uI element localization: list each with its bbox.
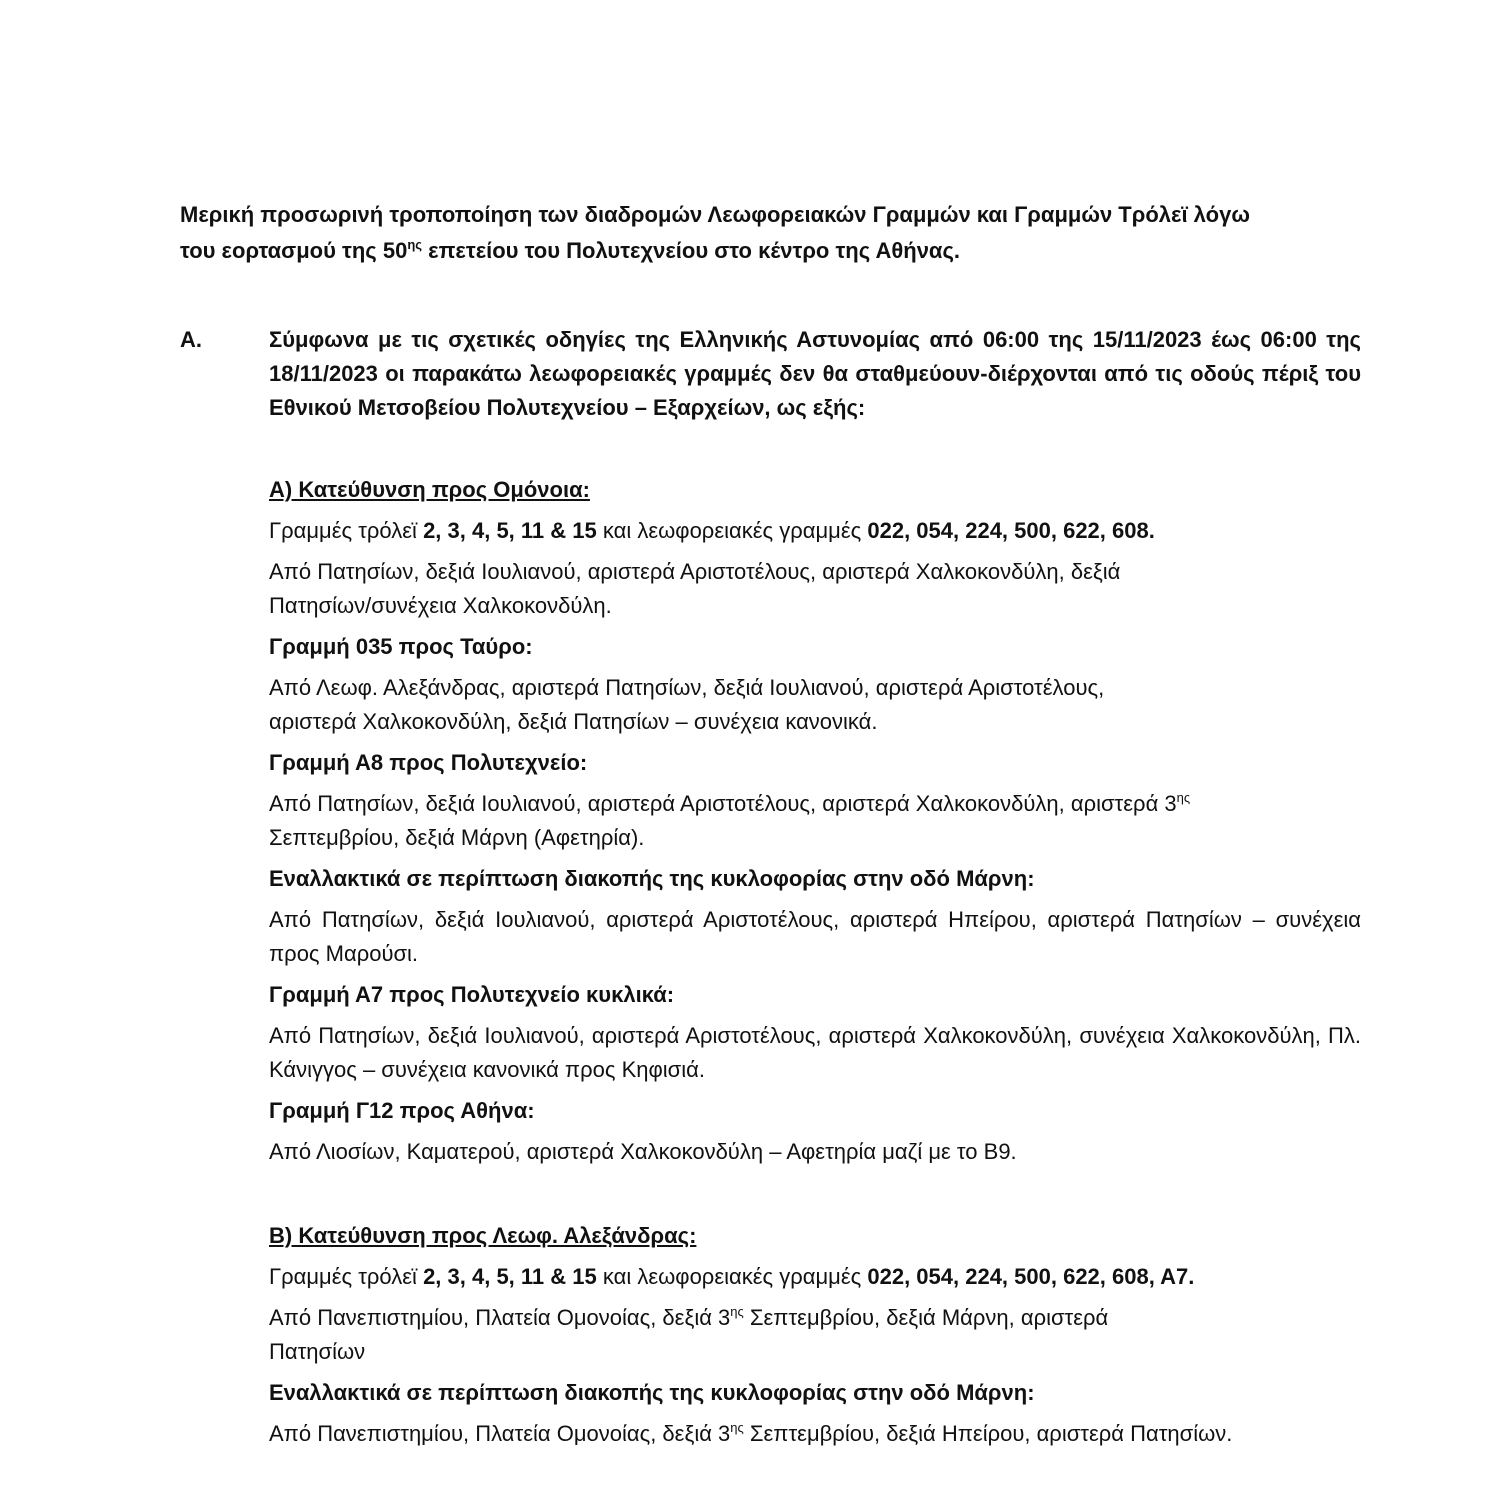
lines-prefix: Γραμμές τρόλεϊ [269, 518, 424, 543]
direction-alexandras-block [269, 1219, 1361, 1451]
direction-alexandras-heading: Β) Κατεύθυνση προς Λεωφ. Αλεξάνδρας: [269, 1223, 697, 1248]
line-g12-route: Από Λιοσίων, Καματερού, αριστερά Χαλκοκονδύλη – Αφετηρία μαζί με το Β9. [269, 1139, 1017, 1164]
route-superscript: ης [1176, 790, 1191, 805]
line-a7-route: Από Πατησίων, δεξιά Ιουλιανού, αριστερά Αριστοτέλους, αριστερά Χαλκοκονδύλη, συνέχεια Χαλκοκονδύλη, Πλ. Κάνιγγος – συνέχεια κανονικά προς Κηφισιά. [269, 1023, 1361, 1082]
lines-prefix: Γραμμές τρόλεϊ [269, 1264, 424, 1289]
title-line-2-start: του εορτασμού της 50 [180, 238, 408, 263]
bus-lines: 022, 054, 224, 500, 622, 608. [867, 518, 1155, 543]
line-035-heading: Γραμμή 035 προς Ταύρο: [269, 634, 533, 659]
direction-alexandras-route [269, 1301, 1361, 1369]
alternative-heading: Εναλλακτικά σε περίπτωση διακοπής της κυκλοφορίας στην οδό Μάρνη: [269, 866, 1035, 891]
alt-route-start: Από Πανεπιστημίου, Πλατεία Ομονοίας, δεξιά 3 [269, 1421, 731, 1446]
line-a8-heading: Γραμμή Α8 προς Πολυτεχνείο: [269, 750, 588, 775]
line-035-route [269, 671, 1361, 739]
route-line-1: Από Πατησίων, δεξιά Ιουλιανού, αριστερά Αριστοτέλους, αριστερά Χαλκοκονδύλη, δεξιά [269, 559, 1121, 584]
alternative-route [269, 1417, 1361, 1451]
route-superscript: ης [730, 1304, 744, 1319]
route-line-1: Από Πατησίων, δεξιά Ιουλιανού, αριστερά Αριστοτέλους, αριστερά Χαλκοκονδύλη, αριστερά 3 [269, 791, 1177, 816]
route-line-2: Σεπτεμβρίου, δεξιά Μάρνη (Αφετηρία). [269, 825, 645, 850]
line-g12-heading: Γραμμή Γ12 προς Αθήνα: [269, 1098, 535, 1123]
document-title [180, 197, 1362, 269]
title-line-2-end: επετείου του Πολυτεχνείου στο κέντρο της Αθήνας. [422, 238, 960, 263]
alt-route-end: Σεπτεμβρίου, δεξιά Ηπείρου, αριστερά Πατησίων. [743, 1421, 1233, 1446]
direction-omonoia-lines [269, 514, 1361, 548]
route-line-2: Πατησίων [269, 1339, 366, 1364]
trolley-lines: 2, 3, 4, 5, 11 & 15 [423, 518, 597, 543]
direction-omonoia-route [269, 555, 1361, 623]
section-letter: Α. [180, 327, 202, 352]
bus-lines: 022, 054, 224, 500, 622, 608, Α7. [867, 1264, 1195, 1289]
lines-middle: και λεωφορειακές γραμμές [596, 518, 868, 543]
line-a7-heading: Γραμμή Α7 προς Πολυτεχνείο κυκλικά: [269, 982, 675, 1007]
alt-route-superscript: ης [730, 1420, 744, 1435]
line-a8-route [269, 787, 1361, 855]
route-line-2: Πατησίων/συνέχεια Χαλκοκονδύλη. [269, 593, 612, 618]
direction-alexandras-lines [269, 1260, 1361, 1294]
section-intro: Σύμφωνα με τις σχετικές οδηγίες της Ελληνικής Αστυνομίας από 06:00 της 15/11/2023 έως 06:00 της 18/11/2023 οι παρακάτω λεωφορειακές γραμμές δεν θα σταθμεύουν-διέρχονται από τις οδούς πέριξ του Εθνικού Μετσοβείου Πολυτεχνείου – Εξαρχείων, ως εξής: [269, 327, 1361, 420]
route-line-1: Από Λεωφ. Αλεξάνδρας, αριστερά Πατησίων, δεξιά Ιουλιανού, αριστερά Αριστοτέλους, [269, 675, 1105, 700]
title-superscript: ης [407, 237, 423, 252]
lines-middle: και λεωφορειακές γραμμές [596, 1264, 868, 1289]
alternative-heading: Εναλλακτικά σε περίπτωση διακοπής της κυκλοφορίας στην οδό Μάρνη: [269, 1380, 1035, 1405]
title-line-1: Μερική προσωρινή τροποποίηση των διαδρομών Λεωφορειακών Γραμμών και Γραμμών Τρόλεϊ λόγω [180, 202, 1250, 227]
route-line-2: αριστερά Χαλκοκονδύλη, δεξιά Πατησίων – συνέχεια κανονικά. [269, 709, 878, 734]
route-line-1-end: Σεπτεμβρίου, δεξιά Μάρνη, αριστερά [743, 1305, 1109, 1330]
route-line-1-start: Από Πανεπιστημίου, Πλατεία Ομονοίας, δεξιά 3 [269, 1305, 731, 1330]
trolley-lines: 2, 3, 4, 5, 11 & 15 [423, 1264, 597, 1289]
alternative-route: Από Πατησίων, δεξιά Ιουλιανού, αριστερά Αριστοτέλους, αριστερά Ηπείρου, αριστερά Πατησίων – συνέχεια προς Μαρούσι. [269, 907, 1361, 966]
direction-omonoia-heading: Α) Κατεύθυνση προς Ομόνοια: [269, 477, 590, 502]
direction-omonoia-block [269, 473, 1361, 1169]
